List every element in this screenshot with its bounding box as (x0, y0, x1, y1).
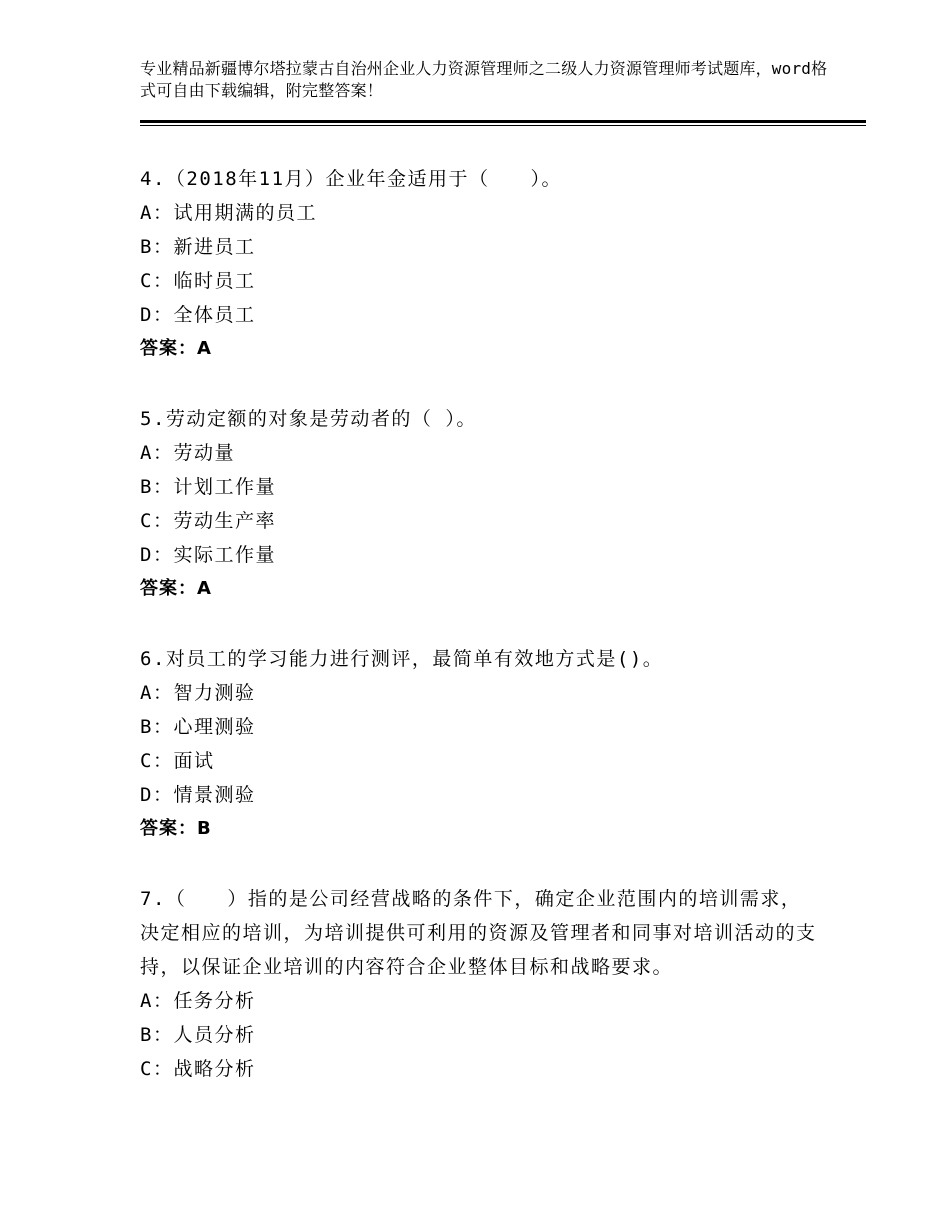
answer-label: 答案：B (140, 818, 212, 839)
option-c: C：面试 (140, 750, 215, 772)
option-b: B：新进员工 (140, 236, 256, 258)
option-c: C：劳动生产率 (140, 510, 276, 532)
option-b: B：计划工作量 (140, 476, 276, 498)
answer-label: 答案：A (140, 578, 212, 599)
option-c: C：临时员工 (140, 270, 256, 292)
question-stem: 7.（ ）指的是公司经营战略的条件下，确定企业范围内的培训需求，决定相应的培训，为培训提供可利用的资源及管理者和同事对培训活动的支持，以保证企业培训的内容符合企业整体目标和战略要求。 (140, 888, 817, 978)
header-divider-thick (140, 120, 866, 123)
option-b: B：人员分析 (140, 1024, 256, 1046)
question-7 (140, 882, 820, 1086)
question-stem: 6.对员工的学习能力进行测评，最简单有效地方式是()。 (140, 648, 664, 670)
document-header: 专业精品新疆博尔塔拉蒙古自治州企业人力资源管理师之二级人力资源管理师考试题库，word格式可自由下载编辑，附完整答案！ (140, 59, 828, 100)
question-6 (140, 642, 820, 846)
option-a: A：试用期满的员工 (140, 202, 317, 224)
option-d: D：实际工作量 (140, 544, 276, 566)
question-stem: 5.劳动定额的对象是劳动者的（ ）。 (140, 408, 477, 430)
question-5 (140, 402, 820, 606)
option-d: D：全体员工 (140, 304, 256, 326)
answer-label: 答案：A (140, 338, 212, 359)
question-4 (140, 162, 820, 366)
option-c: C：战略分析 (140, 1058, 256, 1080)
question-list (140, 162, 820, 1122)
header-divider-thin (140, 125, 866, 126)
question-stem: 4.（2018年11月）企业年金适用于（ ）。 (140, 168, 563, 190)
option-d: D：情景测验 (140, 784, 256, 806)
option-a: A：智力测验 (140, 682, 256, 704)
option-b: B：心理测验 (140, 716, 256, 738)
option-a: A：劳动量 (140, 442, 235, 464)
option-a: A：任务分析 (140, 990, 256, 1012)
